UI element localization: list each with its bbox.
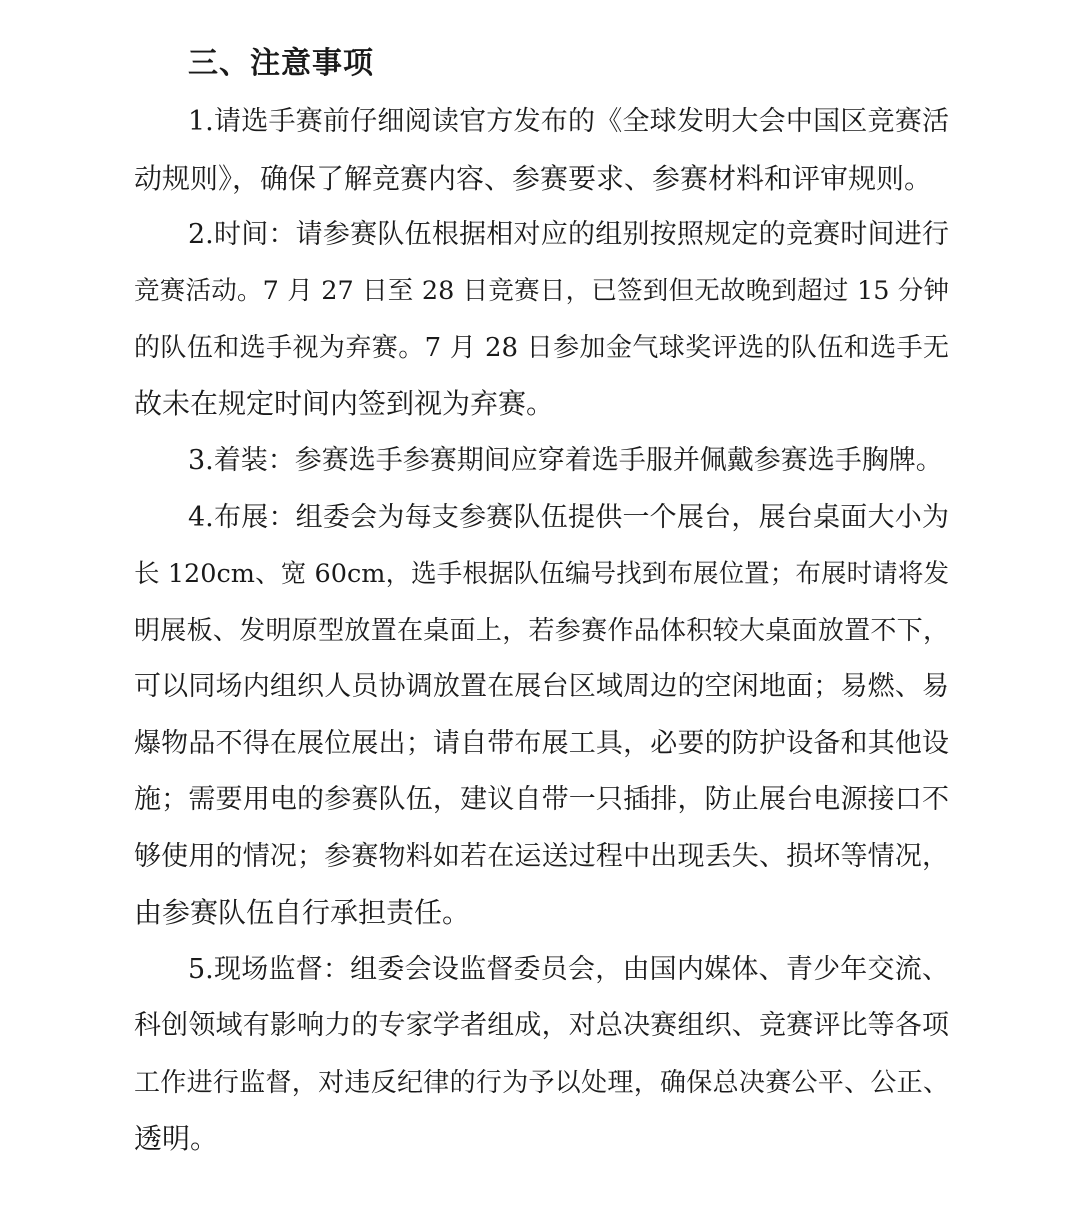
paragraph-line: 故未在规定时间内签到视为弃赛。 [134, 387, 555, 420]
paragraph-line: 爆物品不得在展位展出；请自带布展工具，必要的防护设备和其他设 [134, 728, 949, 759]
paragraph-line: 3.着装：参赛选手参赛期间应穿着选手服并佩戴参赛选手胸牌。 [188, 445, 943, 476]
paragraph-line: 2.时间：请参赛队伍根据相对应的组别按照规定的竞赛时间进行 [188, 219, 949, 250]
section-title: 三、注意事项 [188, 46, 374, 81]
paragraph-line: 动规则》，确保了解竞赛内容、参赛要求、参赛材料和评审规则。 [134, 162, 933, 195]
paragraph-line: 工作进行监督，对违反纪律的行为予以处理，确保总决赛公平、公正、 [134, 1068, 949, 1098]
paragraph-line: 长 120cm、宽 60cm，选手根据队伍编号找到布展位置；布展时请将发 [134, 559, 949, 589]
paragraph-line: 由参赛队伍自行承担责任。 [134, 896, 471, 929]
paragraph-line: 可以同场内组织人员协调放置在展台区域周边的空闲地面；易燃、易 [134, 671, 949, 702]
paragraph-line: 的队伍和选手视为弃赛。7 月 28 日参加金气球奖评选的队伍和选手无 [134, 333, 949, 363]
paragraph-line: 够使用的情况；参赛物料如若在运送过程中出现丢失、损坏等情况， [134, 841, 949, 872]
paragraph-line: 1.请选手赛前仔细阅读官方发布的《全球发明大会中国区竞赛活 [188, 106, 949, 137]
paragraph-line: 4.布展：组委会为每支参赛队伍提供一个展台，展台桌面大小为 [188, 502, 949, 533]
paragraph-line: 透明。 [134, 1122, 219, 1155]
paragraph-line: 科创领域有影响力的专家学者组成，对总决赛组织、竞赛评比等各项 [134, 1010, 949, 1041]
paragraph-line: 施；需要用电的参赛队伍，建议自带一只插排，防止展台电源接口不 [134, 784, 949, 815]
paragraph-line: 明展板、发明原型放置在桌面上，若参赛作品体积较大桌面放置不下， [134, 616, 949, 646]
paragraph-line: 5.现场监督：组委会设监督委员会，由国内媒体、青少年交流、 [188, 954, 949, 985]
paragraph-line: 竞赛活动。7 月 27 日至 28 日竞赛日，已签到但无故晚到超过 15 分钟 [134, 276, 949, 306]
